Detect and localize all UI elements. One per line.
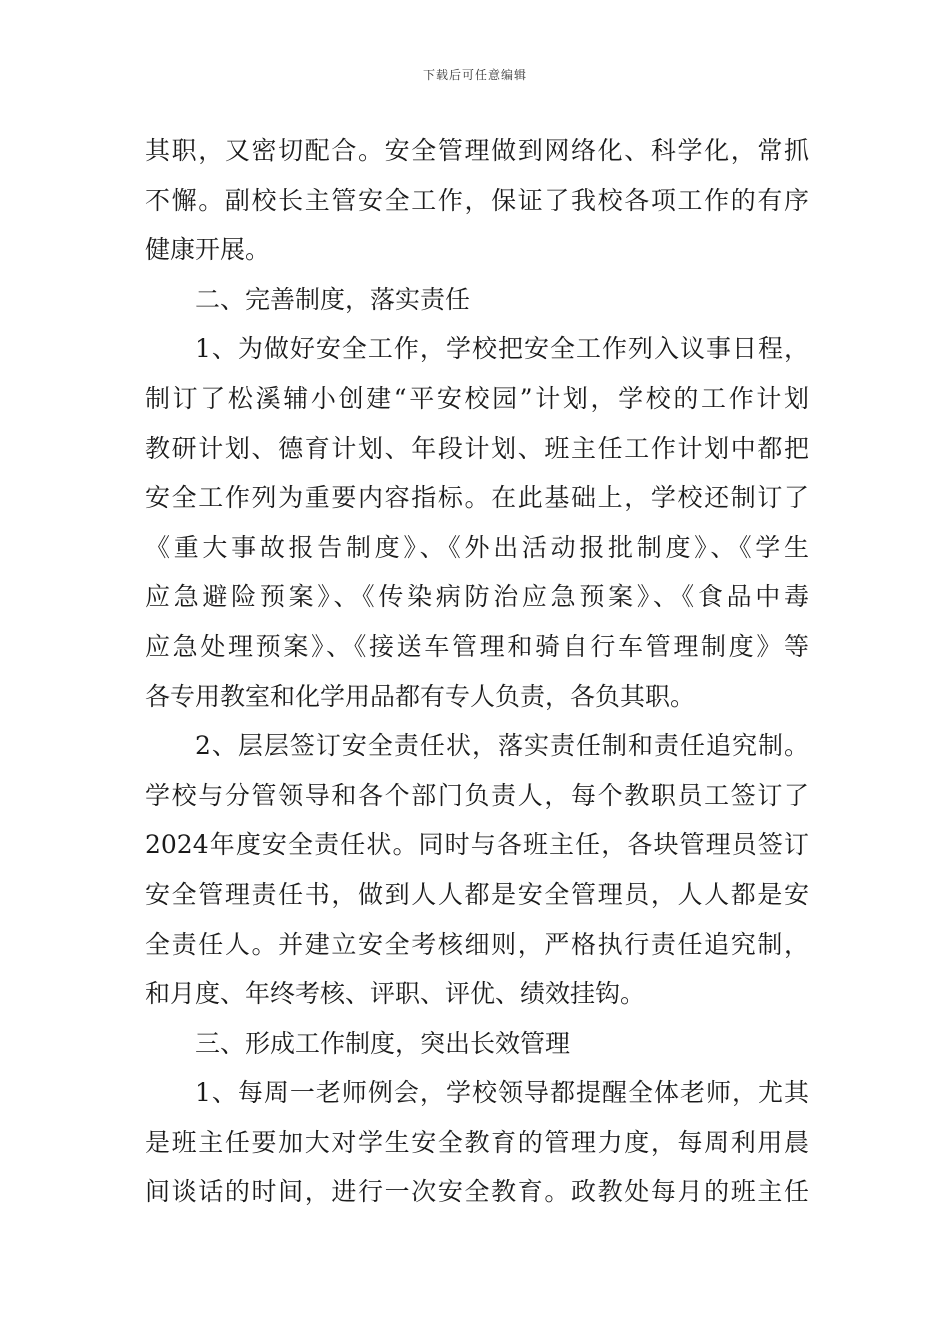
text-line: 和月度、年终考核、评职、评优、绩效挂钩。	[145, 979, 646, 1009]
text-line: 2、层层签订安全责任状，落实责任制和责任追究制。	[195, 731, 809, 761]
text-line: 各专用教室和化学用品都有专人负责，各负其职。	[145, 681, 696, 711]
text-line: 《重大事故报告制度》、《外出活动报批制度》、《学生	[145, 532, 809, 562]
text-line: 全责任人。并建立安全考核细则，严格执行责任追究制，	[145, 929, 809, 959]
section-heading: 二、完善制度，落实责任	[195, 284, 471, 314]
text-line: 2024年度安全责任状。同时与各班主任，各块管理员签订	[145, 830, 809, 860]
text-line: 应急处理预案》、《接送车管理和骑自行车管理制度》等	[145, 631, 809, 661]
text-line: 学校与分管领导和各个部门负责人，每个教职员工签订了	[145, 780, 809, 810]
text-line: 1、为做好安全工作，学校把安全工作列入议事日程，	[195, 334, 809, 364]
text-line: 制订了松溪辅小创建“平安校园”计划，学校的工作计划	[145, 383, 809, 413]
text-line: 是班主任要加大对学生安全教育的管理力度，每周利用晨	[145, 1127, 809, 1157]
page-header: 下载后可任意编辑	[422, 68, 527, 82]
text-line: 应急避险预案》、《传染病防治应急预案》、《食品中毒	[145, 582, 809, 612]
text-line: 安全工作列为重要内容指标。在此基础上，学校还制订了	[145, 483, 809, 513]
text-line: 其职，又密切配合。安全管理做到网络化、科学化，常抓	[145, 136, 809, 165]
section-heading: 三、形成工作制度，突出长效管理	[195, 1028, 571, 1058]
text-line: 安全管理责任书，做到人人都是安全管理员，人人都是安	[145, 879, 809, 909]
text-line: 教研计划、德育计划、年段计划、班主任工作计划中都把	[145, 433, 809, 463]
text-line: 不懈。副校长主管安全工作，保证了我校各项工作的有序	[145, 185, 809, 215]
text-line: 健康开展。	[145, 235, 271, 265]
text-line: 1、每周一老师例会，学校领导都提醒全体老师，尤其	[195, 1078, 809, 1108]
document-body	[145, 126, 809, 1217]
text-line: 间谈话的时间，进行一次安全教育。政教处每月的班主任	[145, 1177, 809, 1207]
